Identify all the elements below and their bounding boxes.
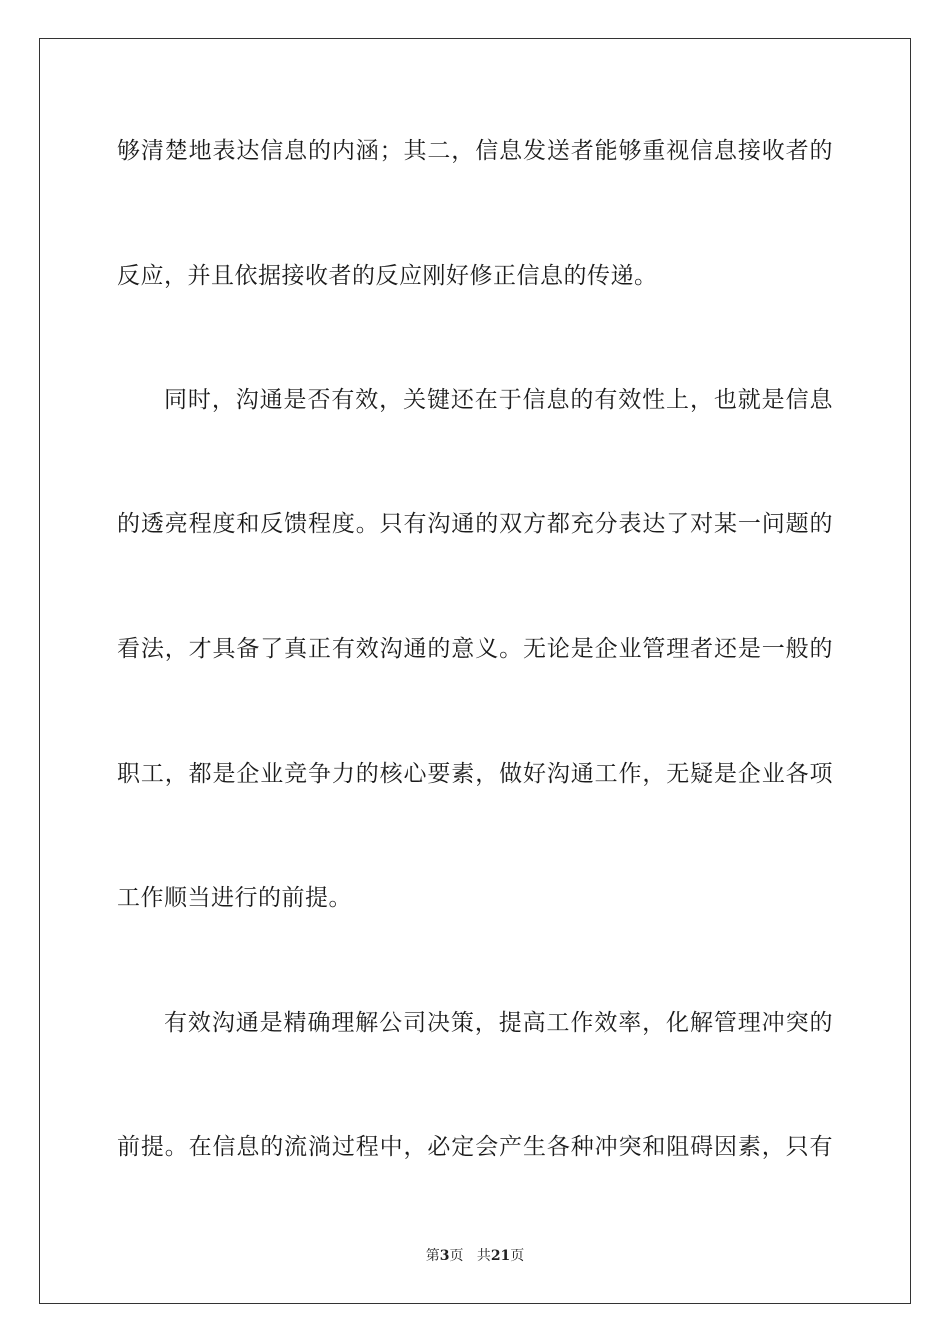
paragraph-line: 够清楚地表达信息的内涵；其二，信息发送者能够重视信息接收者的 <box>117 138 833 164</box>
page-number: 3 <box>439 1248 450 1264</box>
paragraph-line: 工作顺当进行的前提。 <box>117 885 352 911</box>
page-border <box>39 38 911 1304</box>
paragraph-line: 前提。在信息的流淌过程中，必定会产生各种冲突和阻碍因素，只有 <box>117 1134 833 1160</box>
page-prefix: 第 <box>425 1248 440 1264</box>
total-suffix: 页 <box>510 1248 525 1264</box>
page-footer <box>0 1247 950 1265</box>
total-pages: 21 <box>490 1248 511 1264</box>
paragraph-line: 反应，并且依据接收者的反应刚好修正信息的传递。 <box>117 263 658 289</box>
paragraph-line: 的透亮程度和反馈程度。只有沟通的双方都充分表达了对某一问题的 <box>117 511 833 537</box>
paragraph-line: 职工，都是企业竞争力的核心要素，做好沟通工作，无疑是企业各项 <box>117 761 833 787</box>
page-suffix: 页 <box>449 1248 464 1264</box>
paragraph-line: 同时，沟通是否有效，关键还在于信息的有效性上，也就是信息 <box>164 387 833 413</box>
paragraph-line: 有效沟通是精确理解公司决策，提高工作效率，化解管理冲突的 <box>164 1010 833 1036</box>
paragraph-line: 看法，才具备了真正有效沟通的意义。无论是企业管理者还是一般的 <box>117 636 833 662</box>
total-prefix: 共 <box>476 1248 491 1264</box>
